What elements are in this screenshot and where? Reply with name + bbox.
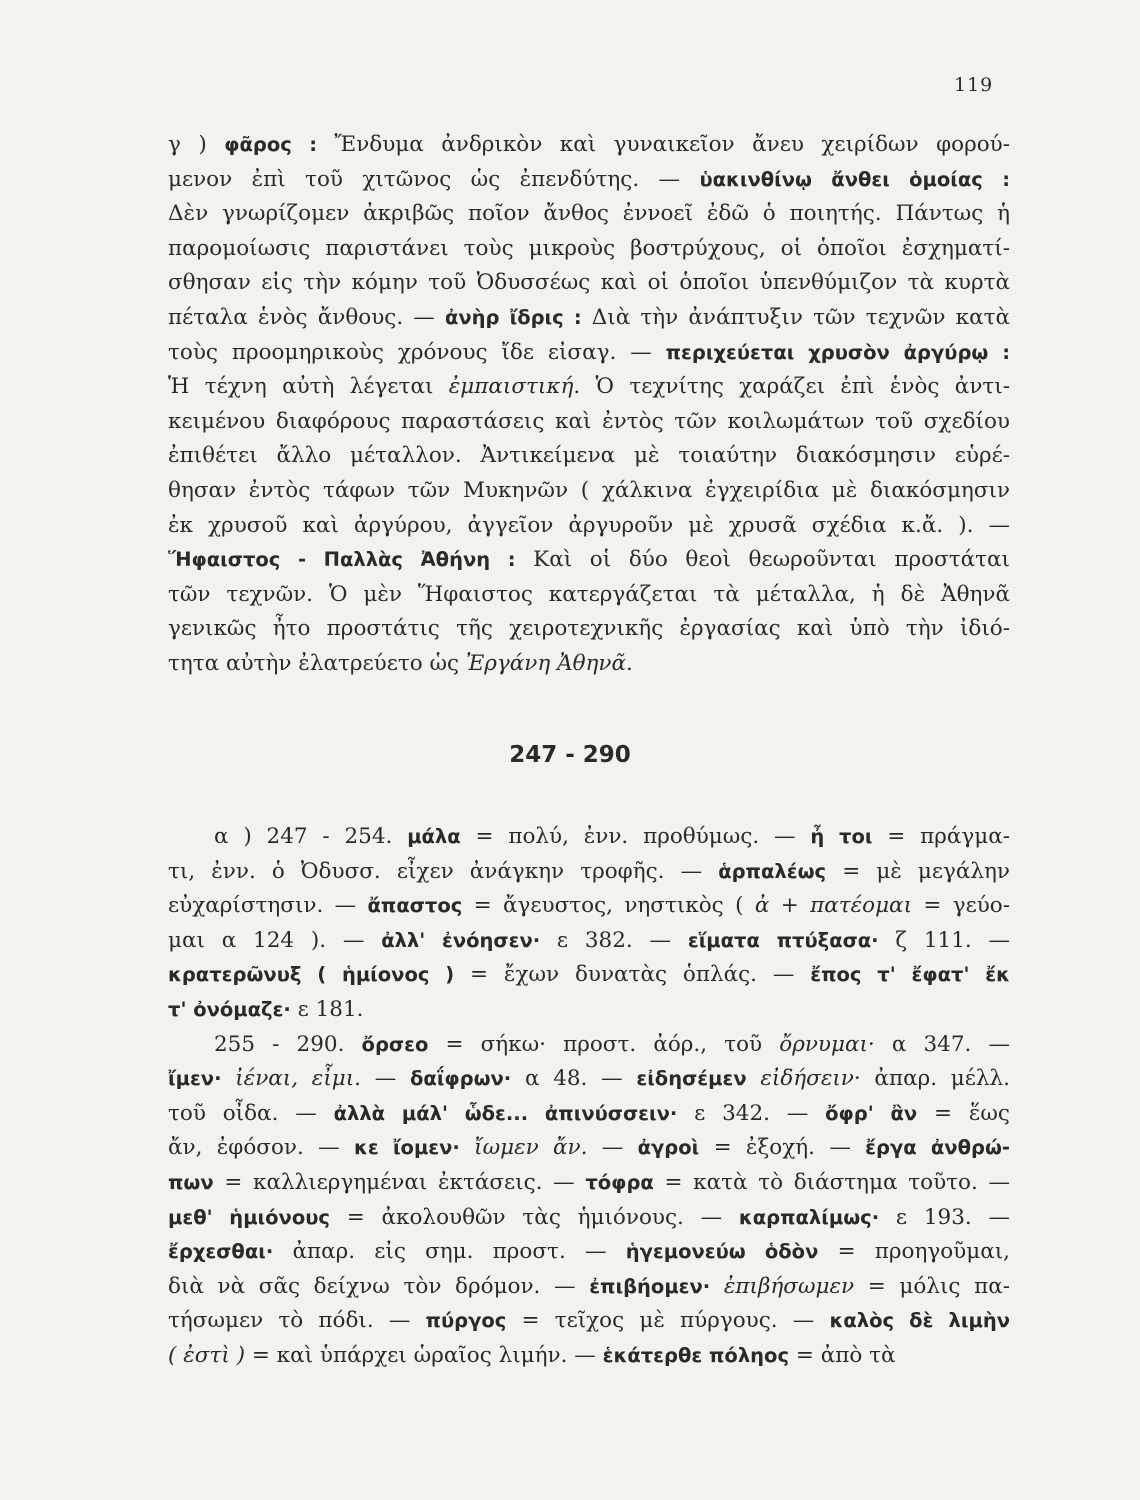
text-run: γ ) xyxy=(168,132,225,157)
text-run xyxy=(710,1274,724,1299)
text-run: = γεύο- xyxy=(912,893,1010,919)
commentary-section-2 xyxy=(168,820,1010,1374)
italic-text: ὄρνυμαι· xyxy=(779,1031,875,1057)
text-line xyxy=(168,578,1010,613)
text-run: = μὲ μεγάλην xyxy=(826,858,1010,884)
text-line xyxy=(168,336,1010,371)
italic-text: εἰδήσειν· xyxy=(760,1066,861,1092)
headword: εἰδησέμεν xyxy=(636,1067,747,1091)
text-run: τι, ἐνν. ὁ Ὀδυσσ. εἶχεν ἀνάγκην τροφῆς. — xyxy=(168,858,719,884)
headword: μεθ' ἡμιόνους xyxy=(168,1205,330,1229)
text-run: α 48. — xyxy=(511,1066,637,1092)
text-run: σθησαν εἰς τὴν κόμην τοῦ Ὀδυσσέως καὶ οἱ ὁποῖοι ὑπενθύμιζον τὰ κυρτὰ xyxy=(168,270,1010,296)
headword: πύργος xyxy=(425,1309,507,1333)
text-run xyxy=(222,1066,236,1091)
text-line xyxy=(168,301,1010,336)
headword: ὄφρ' ἂν xyxy=(825,1101,918,1125)
text-run: = ἔχων δυνατὰς ὁπλάς. — xyxy=(454,962,811,988)
text-run: = καὶ ὑπάρχει ὡραῖος λιμήν. — xyxy=(244,1342,603,1368)
text-run: = ἀπὸ τὰ xyxy=(789,1342,896,1368)
italic-text: ( ἐστὶ ) xyxy=(168,1342,245,1368)
page-number: 119 xyxy=(954,74,994,96)
text-run: . xyxy=(626,650,633,676)
text-line xyxy=(168,820,1010,855)
headword: ἴμεν· xyxy=(168,1067,222,1091)
text-run xyxy=(460,1135,474,1160)
italic-text: ἀ + πατέομαι xyxy=(754,893,913,919)
text-line xyxy=(168,993,1010,1028)
text-line xyxy=(168,509,1010,544)
headword: ἀλλὰ μάλ' ὧδε... ἀπινύσσειν· xyxy=(333,1101,678,1125)
text-run: τοῦ οἶδα. — xyxy=(168,1100,334,1126)
italic-text: ἐπιβήσωμεν xyxy=(723,1273,855,1299)
headword: ὑακινθίνῳ ἄνθει ὁμοίας : xyxy=(699,167,1010,191)
headword: δαΐφρων· xyxy=(409,1067,512,1091)
headword: τόφρα xyxy=(585,1170,654,1194)
text-line xyxy=(168,1131,1010,1166)
text-line xyxy=(168,128,1010,163)
text-line xyxy=(168,647,1010,682)
text-run: α ) 247 - 254. xyxy=(214,824,408,849)
text-run: 255 - 290. xyxy=(214,1031,362,1057)
text-run: ἐκ χρυσοῦ καὶ ἀργύρου, ἀγγεῖον ἀργυροῦν μὲ χρυσᾶ σχέδια κ.ἄ. ). — xyxy=(168,512,1010,538)
headword: ἀνὴρ ἴδρις : xyxy=(444,305,582,329)
headword: περιχεύεται χρυσὸν ἀργύρῳ : xyxy=(665,340,1010,364)
text-line xyxy=(168,1062,1010,1097)
headword: καλὸς δὲ λιμὴν xyxy=(829,1309,1011,1333)
text-line xyxy=(168,370,1010,405)
text-line xyxy=(168,543,1010,578)
text-line xyxy=(168,163,1010,198)
headword: ἔρχεσθαι· xyxy=(168,1240,274,1264)
text-line xyxy=(168,924,1010,959)
text-run: παρομοίωσις παριστάνει τοὺς μικροὺς βοστρύχους, οἱ ὁποῖοι ἐσχηματί- xyxy=(168,235,1010,261)
text-line xyxy=(168,266,1010,301)
text-run: = σήκω· προστ. ἀόρ., τοῦ xyxy=(428,1031,780,1057)
text-run: = πράγμα- xyxy=(872,824,1011,849)
text-run: ε 193. — xyxy=(879,1204,1011,1230)
headword: ἁρπαλέως xyxy=(718,859,827,883)
headword: τ' ὀνόμαζε· xyxy=(168,997,291,1021)
headword: κε ἴομεν· xyxy=(353,1136,460,1160)
text-run: ζ 111. — xyxy=(878,927,1011,953)
text-run: γενικῶς ἦτο προστάτις τῆς χειροτεχνικῆς ἐργασίας καὶ ὑπὸ τὴν ἰδιό- xyxy=(168,616,1010,642)
text-line xyxy=(168,474,1010,509)
text-run: = καλλιεργημέναι ἐκτάσεις. — xyxy=(213,1169,586,1195)
text-run: μενον ἐπὶ τοῦ χιτῶνος ὡς ἐπενδύτης. — xyxy=(168,166,700,192)
text-line xyxy=(168,1304,1010,1339)
headword: ἀλλ' ἐνόησεν· xyxy=(381,928,541,952)
text-run: ἐπιθέτει ἄλλο μέταλλον. Ἀντικείμενα μὲ τοιαύτην διακόσμησιν εὑρέ- xyxy=(168,443,1010,469)
italic-text: ἴωμεν ἄν. xyxy=(474,1135,588,1161)
text-run: . Ὁ τεχνίτης χαράζει ἐπὶ ἑνὸς ἀντι- xyxy=(573,374,1010,400)
text-run: = προηγοῦμαι, xyxy=(818,1239,1010,1265)
text-run: τήσωμεν τὸ πόδι. — xyxy=(168,1308,426,1334)
headword: ἑκάτερθε πόληος xyxy=(602,1343,790,1367)
headword: ἐπιβήομεν· xyxy=(589,1274,711,1298)
text-line xyxy=(168,855,1010,890)
text-run: πέταλα ἑνὸς ἄνθους. — xyxy=(168,304,445,330)
headword: ἀγροὶ xyxy=(637,1136,700,1160)
text-line xyxy=(168,1028,1010,1063)
text-run: μαι α 124 ). — xyxy=(168,927,382,953)
headword: ἦ τοι xyxy=(810,825,873,848)
text-run: α 347. — xyxy=(874,1031,1010,1057)
text-line xyxy=(168,1235,1010,1270)
text-run: = ἕως xyxy=(917,1100,1010,1126)
text-line xyxy=(168,405,1010,440)
text-run: ε 382. — xyxy=(540,927,688,953)
headword: ἔργα ἀνθρώ- xyxy=(865,1136,1010,1160)
text-run: Ἔνδυμα ἀνδρικὸν καὶ γυναικεῖον ἄνευ χειρίδων φορού- xyxy=(317,132,1011,157)
text-line xyxy=(168,889,1010,924)
text-run: = ἐξοχή. — xyxy=(699,1135,866,1161)
text-run: κειμένου διαφόρους παραστάσεις καὶ ἐντὸς τῶν κοιλωμάτων τοῦ σχεδίου xyxy=(168,408,1010,434)
headword: ἡγεμονεύω ὁδὸν xyxy=(625,1240,819,1264)
text-run: Καὶ οἱ δύο θεοὶ θεωροῦνται προστάται xyxy=(515,547,1010,573)
text-line xyxy=(168,1201,1010,1236)
text-run: = ἀκολουθῶν τὰς ἡμιόνους. — xyxy=(329,1204,739,1230)
text-line xyxy=(168,1270,1010,1305)
text-line xyxy=(168,439,1010,474)
italic-text: Ἐργάνη Ἀθηνᾶ xyxy=(465,650,627,676)
text-run: διὰ νὰ σᾶς δείχνω τὸν δρόμον. — xyxy=(168,1273,590,1299)
text-run xyxy=(747,1066,761,1091)
text-line xyxy=(168,197,1010,232)
section-heading: 247 - 290 xyxy=(509,742,631,768)
text-run: Ἡ τέχνη αὐτὴ λέγεται xyxy=(168,374,449,400)
text-line xyxy=(168,1097,1010,1132)
text-run: Δὲν γνωρίζομεν ἀκριβῶς ποῖον ἄνθος ἐννοεῖ ἐδῶ ὁ ποιητής. Πάντως ἡ xyxy=(168,201,1010,227)
text-line xyxy=(168,1339,1010,1374)
headword: κρατερῶνυξ ( ἡμίονος ) xyxy=(168,963,455,987)
text-run: τητα αὐτὴν ἐλατρεύετο ὡς xyxy=(168,650,466,676)
text-run: θησαν ἐντὸς τάφων τῶν Μυκηνῶν ( χάλκινα ἐγχειρίδια μὲ διακόσμησιν xyxy=(168,477,1010,503)
commentary-section-1 xyxy=(168,128,1010,682)
text-line xyxy=(168,232,1010,267)
text-run: = τεῖχος μὲ πύργους. — xyxy=(506,1308,830,1334)
text-run: ἀπαρ. εἰς σημ. προστ. — xyxy=(273,1239,626,1265)
text-run: ἀπαρ. μέλλ. xyxy=(860,1066,1011,1092)
text-line xyxy=(168,958,1010,993)
headword: πων xyxy=(168,1170,214,1194)
headword: ὄρσεο xyxy=(361,1032,429,1056)
text-run: εὐχαρίστησιν. — xyxy=(168,893,368,919)
text-line xyxy=(168,612,1010,647)
text-run: τοὺς προομηρικοὺς χρόνους ἴδε εἰσαγ. — xyxy=(168,339,666,365)
text-run: ε 342. — xyxy=(677,1100,826,1126)
headword: ἔπος τ' ἔφατ' ἔκ xyxy=(810,963,1010,987)
text-run: — xyxy=(587,1135,638,1161)
headword: μάλα xyxy=(407,825,461,848)
italic-text: ἰέναι, εἶμι. xyxy=(235,1066,361,1092)
italic-text: ἐμπαιστική xyxy=(448,374,574,400)
text-run: = ἄγευστος, νηστικὸς ( xyxy=(462,893,755,919)
headword: Ἥφαιστος - Παλλὰς Ἀθήνη : xyxy=(168,548,516,572)
text-line xyxy=(168,1166,1010,1201)
text-run: — xyxy=(361,1066,410,1092)
headword: εἵματα πτύξασα· xyxy=(687,928,879,952)
headword: φᾶρος : xyxy=(224,133,318,156)
text-run: = μόλις πα- xyxy=(854,1273,1010,1299)
text-run: τῶν τεχνῶν. Ὁ μὲν Ἥφαιστος κατεργάζεται τὰ μέταλλα, ἡ δὲ Ἀθηνᾶ xyxy=(168,581,1010,607)
text-run: ἄν, ἐφόσον. — xyxy=(168,1135,354,1161)
headword: καρπαλίμως· xyxy=(738,1205,880,1229)
text-run: = πολύ, ἐνν. προθύμως. — xyxy=(460,824,811,849)
headword: ἄπαστος xyxy=(367,894,463,918)
text-run: = κατὰ τὸ διάστημα τοῦτο. — xyxy=(653,1169,1010,1195)
text-run: Διὰ τὴν ἀνάπτυξιν τῶν τεχνῶν κατὰ xyxy=(581,304,1011,330)
text-run: ε 181. xyxy=(290,996,364,1022)
